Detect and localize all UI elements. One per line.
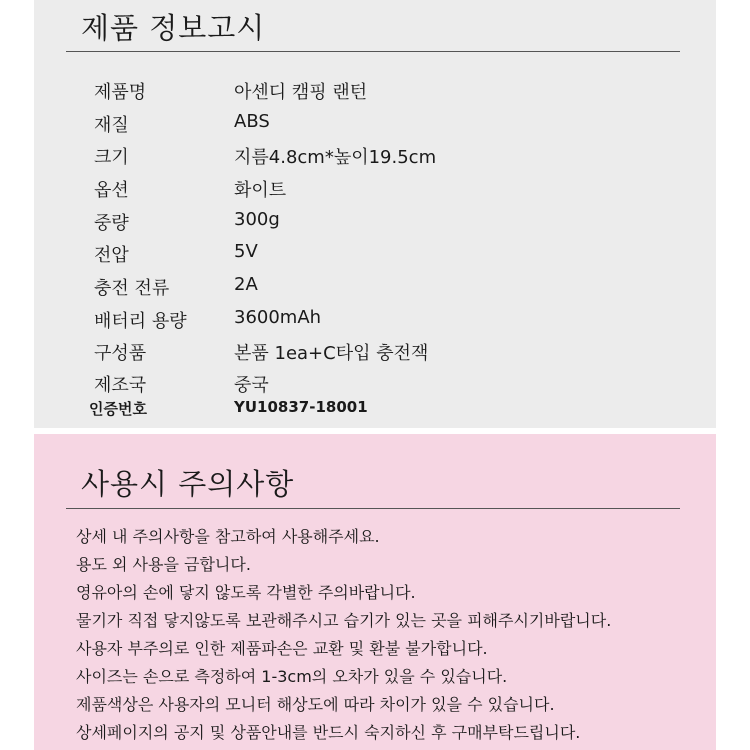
spec-value: 3600mAh [234, 307, 322, 328]
spec-label: 중량 [94, 213, 129, 234]
spec-row-components [94, 339, 694, 371]
spec-value: 2A [234, 274, 258, 295]
caution-line: 용도 외 사용을 금합니다. [76, 555, 251, 574]
spec-label: 전압 [94, 245, 129, 266]
spec-row-battery-capacity [94, 307, 694, 339]
spec-label: 인증번호 [89, 400, 147, 418]
spec-value: 5V [234, 241, 258, 262]
spec-value: 300g [234, 209, 280, 230]
spec-row-size [94, 143, 694, 175]
caution-panel [34, 434, 716, 750]
spec-value: 중국 [234, 375, 269, 396]
spec-label: 제조국 [94, 375, 147, 396]
caution-divider [66, 508, 680, 509]
spec-row-charge-current [94, 274, 694, 306]
caution-line: 제품색상은 사용자의 모니터 해상도에 따라 차이가 있을 수 있습니다. [76, 695, 555, 714]
spec-value: 지름4.8cm*높이19.5cm [234, 147, 437, 168]
spec-value: 본품 1ea+C타입 충전잭 [234, 343, 429, 364]
spec-value: YU10837-18001 [234, 398, 368, 416]
spec-label: 재질 [94, 115, 129, 136]
spec-row-product-name [94, 78, 694, 110]
caution-line: 사용자 부주의로 인한 제품파손은 교환 및 환불 불가합니다. [76, 639, 488, 658]
spec-label: 옵션 [94, 180, 129, 201]
caution-line: 상세페이지의 공지 및 상품안내를 반드시 숙지하신 후 구매부탁드립니다. [76, 723, 581, 742]
spec-label: 배터리 용량 [94, 311, 187, 332]
caution-line: 영유아의 손에 닿지 않도록 각별한 주의바랍니다. [76, 583, 416, 602]
spec-row-option [94, 176, 694, 208]
spec-row-voltage [94, 241, 694, 273]
spec-label: 크기 [94, 147, 129, 168]
spec-value: 화이트 [234, 180, 287, 201]
spec-label: 제품명 [94, 82, 147, 103]
spec-row-certification [89, 398, 694, 430]
spec-value: ABS [234, 111, 270, 132]
caution-line: 사이즈는 손으로 측정하여 1-3cm의 오차가 있을 수 있습니다. [76, 667, 508, 686]
spec-value: 아센디 캠핑 랜턴 [234, 82, 368, 103]
caution-line: 상세 내 주의사항을 참고하여 사용해주세요. [76, 527, 380, 546]
caution-title: 사용시 주의사항 [81, 467, 295, 501]
spec-label: 충전 전류 [94, 278, 170, 299]
spec-row-weight [94, 209, 694, 241]
product-info-title: 제품 정보고시 [81, 11, 266, 45]
caution-line: 물기가 직접 닿지않도록 보관해주시고 습기가 있는 곳을 피해주시기바랍니다. [76, 611, 612, 630]
spec-label: 구성품 [94, 343, 147, 364]
product-info-panel [34, 0, 716, 428]
product-info-divider [66, 51, 680, 52]
spec-row-material [94, 111, 694, 143]
